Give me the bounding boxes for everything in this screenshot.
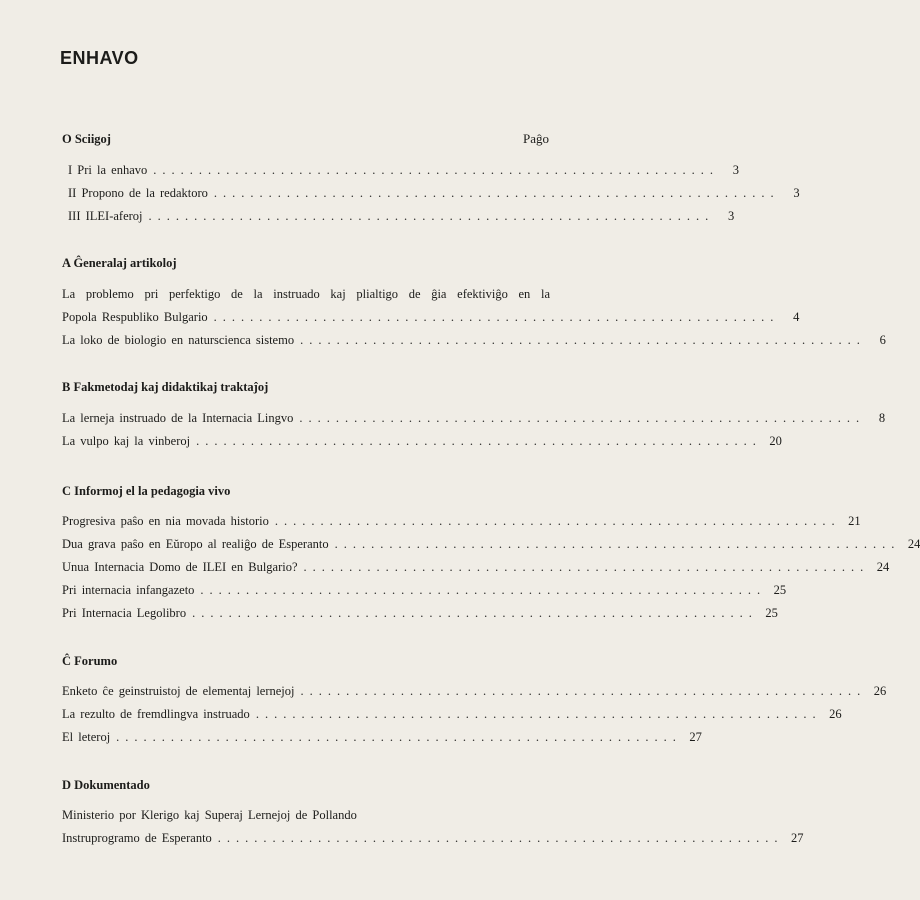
dot-leader: .............................................................. bbox=[148, 209, 715, 223]
toc-entry[interactable] bbox=[62, 512, 861, 530]
dot-leader: .............................................................. bbox=[200, 583, 767, 597]
toc-entry-page: 25 bbox=[765, 606, 778, 620]
section-heading-d: D Dokumentado bbox=[62, 778, 150, 792]
toc-entry-title: III ILEI-aferoj bbox=[68, 209, 143, 223]
dot-leader: .............................................................. bbox=[300, 684, 867, 698]
section-heading-cx: Ĉ Forumo bbox=[62, 654, 118, 668]
dot-leader: .............................................................. bbox=[196, 434, 762, 448]
toc-entry-title: II Propono de la redaktoro bbox=[68, 186, 208, 200]
toc-entry-page: 6 bbox=[879, 333, 886, 347]
toc-entry-title: Pri Internacia Legolibro bbox=[62, 606, 187, 620]
toc-entry[interactable] bbox=[62, 604, 778, 622]
toc-entry-page: 3 bbox=[728, 209, 735, 223]
toc-entry-title: Progresiva paŝo en nia movada historio bbox=[62, 514, 269, 528]
toc-entry[interactable] bbox=[62, 331, 886, 349]
dot-leader: .............................................................. bbox=[213, 310, 780, 324]
page-column-header: Paĝo bbox=[523, 131, 549, 146]
dot-leader: .............................................................. bbox=[255, 707, 822, 721]
toc-entry-title: Dua grava paŝo en Eŭropo al realiĝo de Esperanto bbox=[62, 537, 329, 551]
section-heading-o: O Sciigoj bbox=[62, 132, 111, 146]
toc-entry[interactable] bbox=[62, 308, 800, 326]
toc-entry-title: La vulpo kaj la vinberoj bbox=[62, 434, 191, 448]
toc-entry-page: 21 bbox=[848, 514, 861, 528]
toc-entry-page: 27 bbox=[689, 730, 702, 744]
toc-entry-page: 3 bbox=[732, 163, 739, 177]
toc-entry[interactable] bbox=[62, 682, 887, 700]
toc-entry-page: 20 bbox=[769, 434, 782, 448]
toc-entry-page: 24 bbox=[907, 537, 920, 551]
toc-entry-title: La lerneja instruado de la Internacia Lingvo bbox=[62, 411, 294, 425]
toc-entry[interactable] bbox=[62, 432, 782, 450]
toc-entry-page: 24 bbox=[876, 560, 890, 574]
toc-entry-title: La rezulto de fremdlingva instruado bbox=[62, 707, 250, 721]
dot-leader: .............................................................. bbox=[300, 333, 866, 347]
toc-entry[interactable] bbox=[68, 161, 739, 179]
toc-entry[interactable] bbox=[62, 806, 550, 824]
toc-entry-title: La problemo pri perfektigo de la instruado kaj plialtigo de ĝia efektiviĝo en la bbox=[62, 287, 550, 301]
dot-leader: .............................................................. bbox=[217, 831, 784, 845]
page-title: ENHAVO bbox=[60, 48, 139, 68]
dot-leader: .............................................................. bbox=[192, 606, 758, 620]
dot-leader: .............................................................. bbox=[274, 514, 841, 528]
dot-leader: .............................................................. bbox=[334, 537, 901, 551]
toc-entry[interactable] bbox=[62, 728, 702, 746]
toc-entry-page: 4 bbox=[793, 310, 800, 324]
toc-entry-page: 27 bbox=[791, 831, 804, 845]
section-heading-b: B Fakmetodaj kaj didaktikaj traktaĵoj bbox=[62, 380, 269, 394]
toc-entry-title: El leteroj bbox=[62, 730, 111, 744]
toc-entry-title: La loko de biologio en naturscienca sistemo bbox=[62, 333, 295, 347]
section-heading-a: A Ĝeneralaj artikoloj bbox=[62, 256, 177, 270]
toc-entry-title: I Pri la enhavo bbox=[68, 163, 148, 177]
toc-entry[interactable] bbox=[62, 535, 920, 553]
toc-entry[interactable] bbox=[62, 705, 842, 723]
toc-entry[interactable] bbox=[62, 409, 886, 427]
toc-entry-title: Enketo ĉe geinstruistoj de elementaj lernejoj bbox=[62, 684, 295, 698]
dot-leader: .............................................................. bbox=[303, 560, 870, 574]
toc-entry-page: 26 bbox=[873, 684, 887, 698]
toc-entry-title: Ministerio por Klerigo kaj Superaj Lernejoj de Pollando bbox=[62, 808, 357, 822]
dot-leader: .............................................................. bbox=[153, 163, 719, 177]
toc-entry-title: Unua Internacia Domo de ILEI en Bulgario? bbox=[62, 560, 298, 574]
toc-entry-page: 8 bbox=[878, 411, 886, 425]
toc-entry[interactable] bbox=[62, 581, 787, 599]
section-heading-c: C Informoj el la pedagogia vivo bbox=[62, 484, 231, 498]
toc-entry[interactable] bbox=[62, 285, 550, 303]
toc-entry-title: Popola Respubliko Bulgario bbox=[62, 310, 208, 324]
toc-entry-page: 26 bbox=[829, 707, 842, 721]
toc-entry-title: Instruprogramo de Esperanto bbox=[62, 831, 212, 845]
dot-leader: .............................................................. bbox=[213, 186, 780, 200]
toc-entry-title: Pri internacia infangazeto bbox=[62, 583, 195, 597]
toc-entry[interactable] bbox=[68, 184, 800, 202]
toc-entry[interactable] bbox=[62, 829, 804, 847]
toc-entry[interactable] bbox=[62, 558, 890, 576]
toc-entry-page: 25 bbox=[773, 583, 787, 597]
dot-leader: .............................................................. bbox=[299, 411, 866, 425]
toc-entry-page: 3 bbox=[793, 186, 800, 200]
dot-leader: .............................................................. bbox=[116, 730, 682, 744]
toc-entry[interactable] bbox=[68, 207, 735, 225]
